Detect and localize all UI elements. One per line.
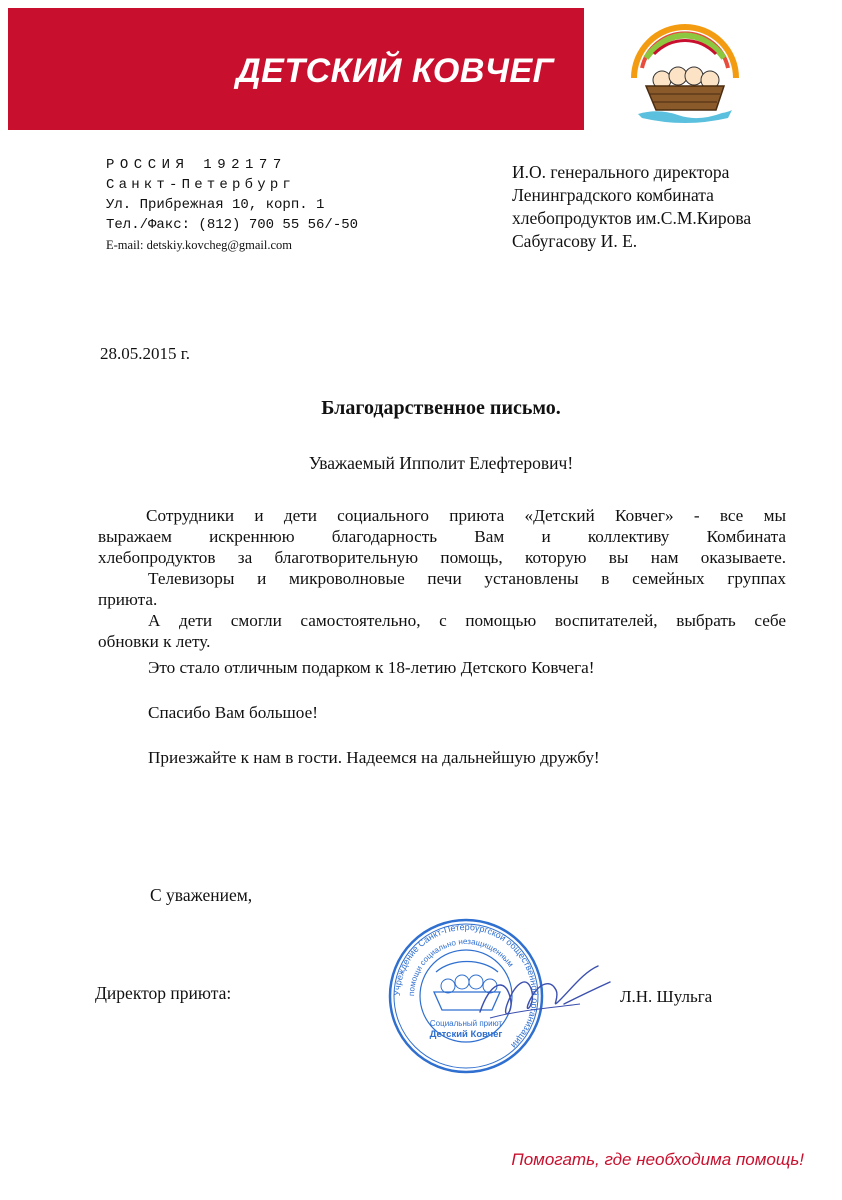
recipient-block [512, 161, 751, 253]
address-email: E-mail: detskiy.kovcheg@gmail.com [106, 238, 293, 252]
letter-title: Благодарственное письмо. [321, 397, 561, 419]
recipient-line: хлебопродуктов им.С.М.Кирова [512, 208, 752, 228]
stamp-center-text: Социальный приют [429, 1019, 503, 1028]
header-banner [8, 8, 584, 130]
body-line: выражаем искреннюю благодарность Вам и коллективу Комбината [98, 527, 786, 546]
signer-name: Л.Н. Шульга [620, 987, 713, 1006]
address-phone: Тел./Факс: (812) 700 55 56/-50 [106, 217, 359, 233]
body-line: Телевизоры и микроволновые печи установлены в семейных группах [148, 569, 786, 588]
body-line: Приезжайте к нам в гости. Надеемся на дальнейшую дружбу! [148, 748, 600, 767]
recipient-line: И.О. генерального директора [512, 162, 730, 182]
letter-greeting: Уважаемый Ипполит Елефтерович! [308, 453, 574, 473]
stamp-outer-text: Учреждение Санкт-Петербургской общественной организации [391, 921, 541, 1051]
address-city: Санкт-Петербург [106, 177, 296, 193]
address-country: РОССИЯ 192177 [106, 157, 287, 173]
letter-body [98, 505, 786, 768]
stamp-inner-text: помощи социально незащищенным [406, 936, 516, 997]
body-line: А дети смогли самостоятельно, с помощью воспитателей, выбрать себе [148, 611, 786, 630]
letter-date: 28.05.2015 г. [100, 344, 191, 363]
address-street: Ул. Прибрежная 10, корп. 1 [106, 197, 325, 213]
recipient-line: Ленинградского комбината [512, 185, 714, 205]
signature-icon [460, 952, 620, 1032]
body-line: хлебопродуктов за благотворительную помощь, которую вы нам оказываете. [98, 548, 786, 567]
body-line: Это стало отличным подарком к 18-летию Детского Ковчега! [148, 658, 595, 677]
director-label: Директор приюта: [95, 983, 232, 1003]
body-line: приюта. [98, 590, 158, 609]
body-line: Спасибо Вам большое! [148, 703, 318, 722]
body-line: обновки к лету. [98, 632, 211, 651]
footer-slogan: Помогать, где необходима помощь! [511, 1150, 804, 1169]
recipient-name: Сабугасову И. Е. [512, 231, 638, 251]
ark-logo-icon [628, 18, 742, 128]
closing-regards: С уважением, [150, 885, 253, 905]
body-line: Сотрудники и дети социального приюта «Детский Ковчег» - все мы [146, 506, 786, 525]
sender-address [106, 155, 358, 255]
brand-name: ДЕТСКИЙ КОВЧЕГ [236, 52, 554, 90]
stamp-center-name: Детский Ковчег [429, 1029, 503, 1040]
